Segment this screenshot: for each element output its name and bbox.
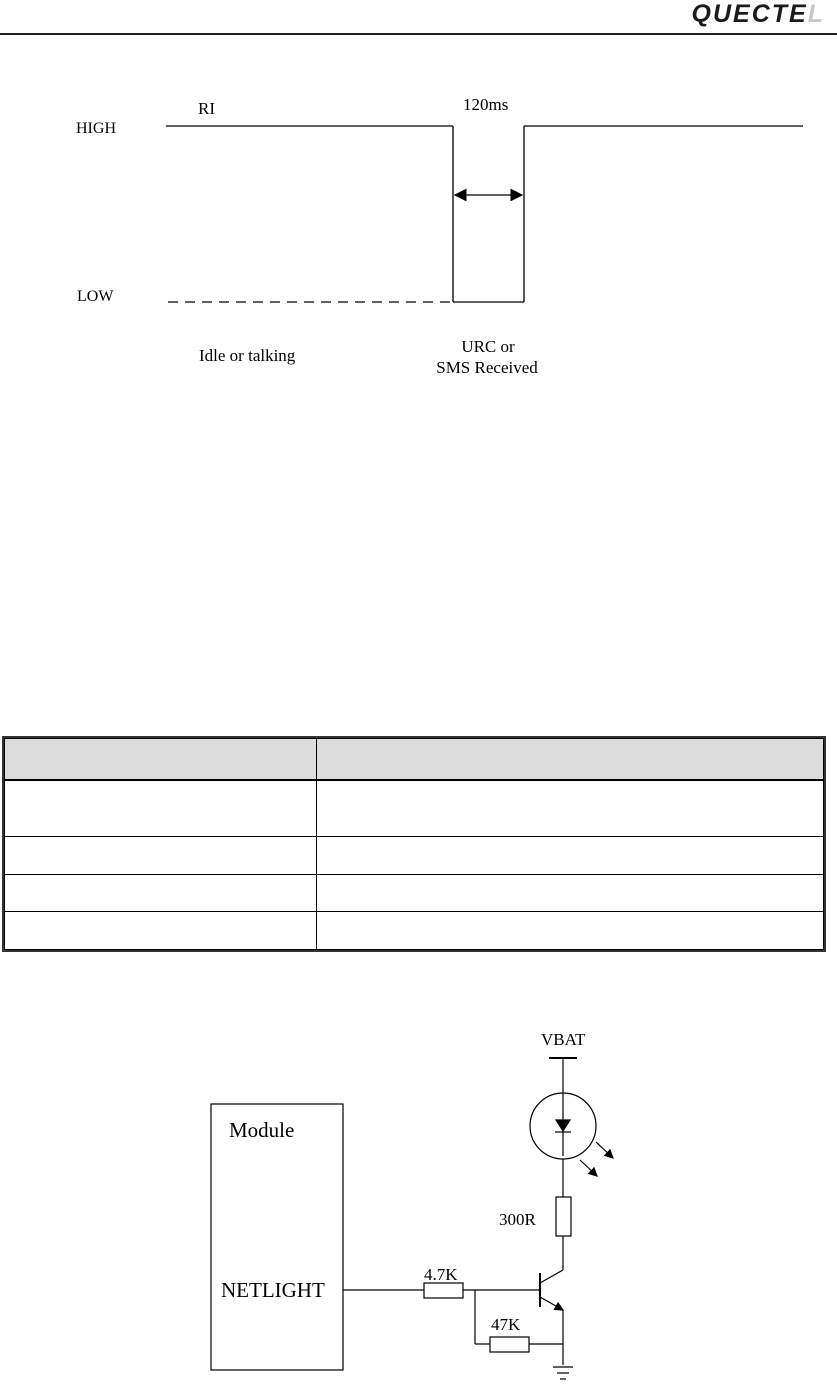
module-box [211, 1104, 343, 1370]
quectel-logo: QUECTEL [691, 0, 825, 28]
ri-waveform [166, 126, 803, 302]
table-cell [5, 780, 317, 837]
idle-label: Idle or talking [199, 346, 296, 365]
high-label: HIGH [76, 120, 116, 137]
table-header-cell [317, 739, 824, 781]
table-row [5, 837, 824, 875]
netlight-table [2, 736, 826, 952]
ri-label: RI [198, 99, 215, 118]
low-label: LOW [77, 288, 114, 305]
resistor-300r-label: 300R [499, 1210, 536, 1229]
table-cell [317, 912, 824, 950]
event-label-2: SMS Received [436, 358, 538, 377]
table-cell [317, 837, 824, 875]
resistor-4-7k-label: 4.7K [424, 1265, 458, 1284]
table-cell [5, 874, 317, 912]
table-header-cell [5, 739, 317, 781]
table-cell [317, 874, 824, 912]
event-label-1: URC or [461, 337, 515, 356]
table-cell [317, 780, 824, 837]
table-row [5, 874, 824, 912]
table-cell [5, 912, 317, 950]
page-header [0, 0, 837, 40]
module-label: Module [229, 1118, 295, 1142]
vbat-label: VBAT [541, 1030, 586, 1049]
resistor-47k-label: 47K [491, 1315, 521, 1334]
table-cell [5, 837, 317, 875]
netlight-pin-label: NETLIGHT [221, 1278, 325, 1302]
netlight-circuit [0, 1010, 837, 1395]
table-row [5, 912, 824, 950]
header-rule [0, 33, 837, 35]
ri-timing-diagram [0, 80, 837, 400]
table-row [5, 780, 824, 837]
pulse-width-label: 120ms [463, 95, 509, 114]
circuit-wiring [343, 1058, 613, 1379]
